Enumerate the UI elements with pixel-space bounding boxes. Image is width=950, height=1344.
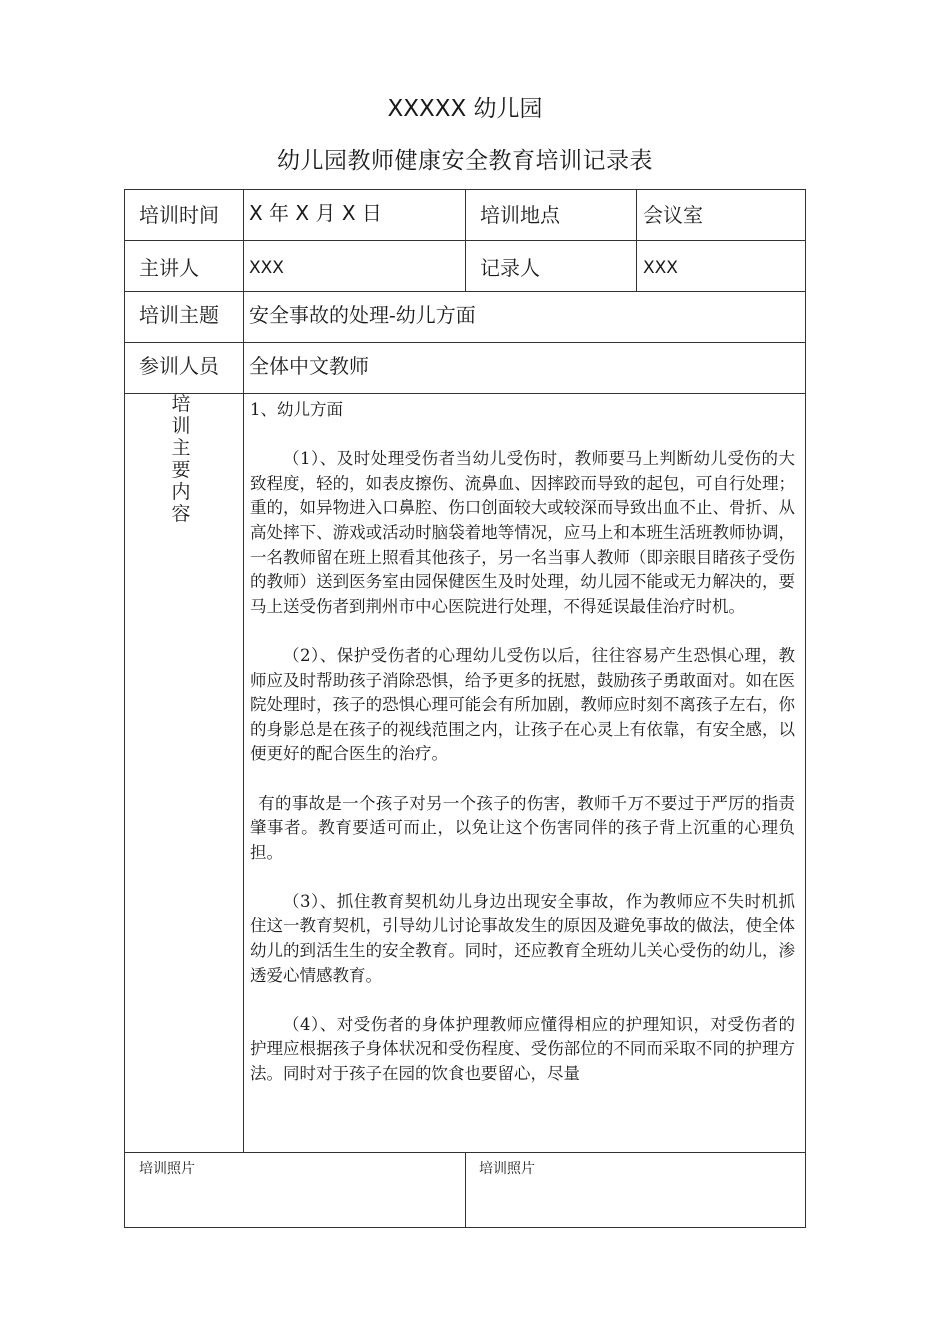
- photo-label-left: 培训照片: [139, 1161, 195, 1177]
- training-place-label: 培训地点: [480, 203, 560, 227]
- content-paragraph: （4）、对受伤者的身体护理教师应懂得相应的护理知识，对受伤者的护理应根据孩子身体状况和受伤程度、受伤部位的不同而采取不同的护理方法。同时对于孩子在园的饮食也要留心，尽量: [250, 1014, 795, 1084]
- row-divider: [125, 342, 805, 343]
- row-divider: [125, 291, 805, 292]
- speaker-label: 主讲人: [139, 256, 199, 280]
- training-place-value: 会议室: [643, 203, 703, 227]
- content-paragraph: （1）、及时处理受伤者当幼儿受伤时，教师要马上判断幼儿受伤的大致程度，轻的，如表皮擦伤、流鼻血、因摔跤而导致的起包，可自行处理；重的，如异物进入口鼻腔、伤口创面较大或较深而导致出血不止、骨折、从高处摔下、游戏或活动时脑袋着地等情况，应马上和本班生活班教师协调，一名教师留在班上照看其他孩子，另一名当事人教师（即亲眼目睹孩子受伤的教师）送到医务室由园保健医生及时处理，幼儿园不能或无力解决的，要马上送受伤者到荆州市中心医院进行处理，不得延误最佳治疗时机。: [250, 449, 795, 616]
- form-title: 幼儿园教师健康安全教育培训记录表: [277, 148, 653, 174]
- speaker-value: XXX: [249, 258, 284, 278]
- column-divider: [465, 190, 466, 291]
- column-divider: [636, 190, 637, 291]
- row-divider: [125, 393, 805, 394]
- kindergarten-name: XXXXX 幼儿园: [387, 96, 543, 122]
- attendees-label: 参训人员: [139, 354, 219, 378]
- topic-label: 培训主题: [139, 303, 219, 327]
- recorder-label: 记录人: [480, 256, 540, 280]
- content-paragraph: （3）、抓住教育契机幼儿身边出现安全事故，作为教师应不失时机抓住这一教育契机，引导幼儿讨论事故发生的原因及避免事故的做法，使全体幼儿的到活生生的安全教育。同时，还应教育全班幼儿关心受伤的幼儿，渗透爱心情感教育。: [250, 891, 795, 985]
- content-paragraph: 有的事故是一个孩子对另一个孩子的伤害，教师千万不要过于严厉的指责肇事者。教育要适可而止，以免让这个伤害同伴的孩子背上沉重的心理负担。: [250, 793, 795, 862]
- training-time-label: 培训时间: [139, 203, 219, 227]
- topic-value: 安全事故的处理-幼儿方面: [249, 303, 476, 327]
- recorder-value: XXX: [643, 258, 678, 278]
- attendees-value: 全体中文教师: [249, 354, 369, 378]
- content-heading: 1、幼儿方面: [250, 400, 343, 419]
- content-label: 培训主要内容: [171, 393, 191, 525]
- training-time-value: X 年 X 月 X 日: [249, 201, 382, 225]
- training-record-table: [124, 189, 806, 1228]
- content-paragraph: （2）、保护受伤者的心理幼儿受伤以后，往往容易产生恐惧心理，教师应及时帮助孩子消除恐惧，给予更多的抚慰，鼓励孩子勇敢面对。如在医院处理时，孩子的恐惧心理可能会有所加剧，教师应时刻不离孩子左右，你的身影总是在孩子的视线范围之内，让孩子在心灵上有依靠，有安全感，以便更好的配合医生的治疗。: [250, 645, 795, 764]
- training-content: [250, 398, 795, 1150]
- column-divider: [243, 190, 244, 1152]
- photo-label-right: 培训照片: [479, 1161, 535, 1177]
- column-divider: [465, 1152, 466, 1228]
